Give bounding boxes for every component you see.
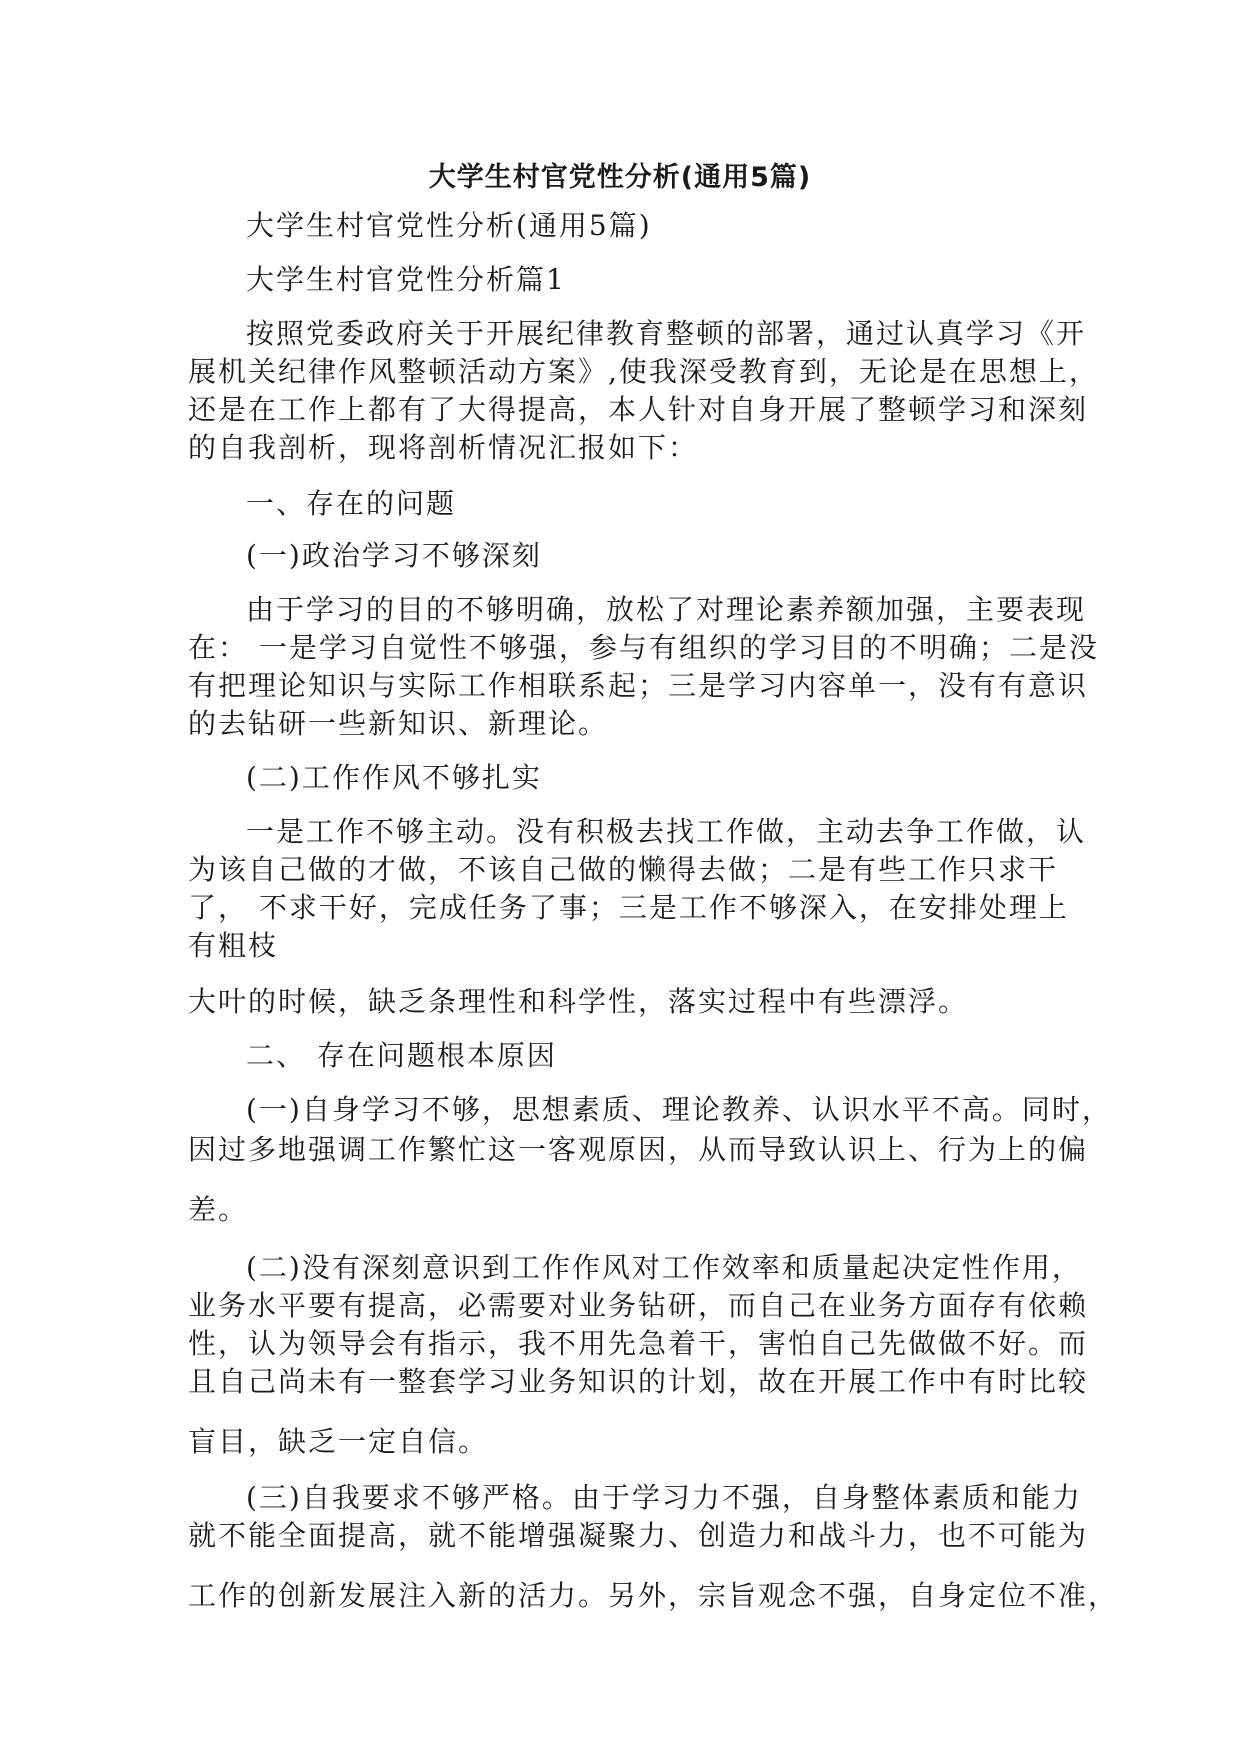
section-heading: 大学生村官党性分析篇1 xyxy=(246,263,566,296)
paragraph-line: (一)自身学习不够，思想素质、理论教养、认识水平不高。同时， xyxy=(246,1093,1112,1126)
paragraph-line: 工作的创新发展注入新的活力。另外，宗旨观念不强，自身定位不准， xyxy=(188,1579,1119,1612)
paragraph-line: 按照党委政府关于开展纪律教育整顿的部署，通过认真学习《开 xyxy=(246,317,1087,350)
document-title: 大学生村官党性分析(通用5篇) xyxy=(428,162,812,193)
heading-line: 二、 存在问题根本原因 xyxy=(246,1039,557,1072)
paragraph-line: 业务水平要有提高，必需要对业务钻研，而自己在业务方面存有依赖 xyxy=(188,1289,1089,1322)
paragraph-line: 因过多地强调工作繁忙这一客观原因，从而导致认识上、行为上的偏 xyxy=(188,1133,1089,1166)
paragraph-line: 有粗枝 xyxy=(188,929,279,962)
paragraph-line: (二)没有深刻意识到工作作风对工作效率和质量起决定性作用， xyxy=(246,1251,1082,1284)
paragraph-line: 的自我剖析，现将剖析情况汇报如下： xyxy=(188,431,699,464)
heading-line: 一、存在的问题 xyxy=(246,487,457,520)
paragraph-line: 且自己尚未有一整套学习业务知识的计划，故在开展工作中有时比较 xyxy=(188,1365,1089,1398)
subheading-line: (一)政治学习不够深刻 xyxy=(246,539,542,572)
paragraph-line: 一是工作不够主动。没有积极去找工作做，主动去争工作做，认 xyxy=(246,815,1087,848)
paragraph-line: 展机关纪律作风整顿活动方案》,使我深受教育到，无论是在思想上， xyxy=(188,355,1099,388)
paragraph-line: 了， 不求干好，完成任务了事；三是工作不够深入，在安排处理上 xyxy=(188,891,1069,924)
paragraph-line: 的去钻研一些新知识、新理论。 xyxy=(188,707,609,740)
paragraph-line: 由于学习的目的不够明确，放松了对理论素养额加强，主要表现 xyxy=(246,593,1087,626)
paragraph-line: 还是在工作上都有了大得提高，本人针对自身开展了整顿学习和深刻 xyxy=(188,393,1089,426)
paragraph-line: 差。 xyxy=(188,1193,249,1226)
paragraph-line: 盲目，缺乏一定自信。 xyxy=(188,1425,489,1458)
paragraph-line: 就不能全面提高，就不能增强凝聚力、创造力和战斗力，也不可能为 xyxy=(188,1519,1089,1552)
paragraph-line: 大叶的时候，缺乏条理性和科学性，落实过程中有些漂浮。 xyxy=(188,985,969,1018)
paragraph-line: (三)自我要求不够严格。由于学习力不强，自身整体素质和能力 xyxy=(246,1481,1082,1514)
paragraph-line: 为该自己做的才做，不该自己做的懒得去做；二是有些工作只求干 xyxy=(188,853,1059,886)
paragraph-line: 性，认为领导会有指示，我不用先急着干，害怕自己先做做不好。而 xyxy=(188,1327,1089,1360)
subheading-line: (二)工作作风不够扎实 xyxy=(246,761,542,794)
subtitle-line: 大学生村官党性分析(通用5篇) xyxy=(246,209,652,242)
paragraph-line: 在： 一是学习自觉性不够强，参与有组织的学习目的不明确；二是没 xyxy=(188,631,1099,664)
paragraph-line: 有把理论知识与实际工作相联系起；三是学习内容单一，没有有意识 xyxy=(188,669,1089,702)
